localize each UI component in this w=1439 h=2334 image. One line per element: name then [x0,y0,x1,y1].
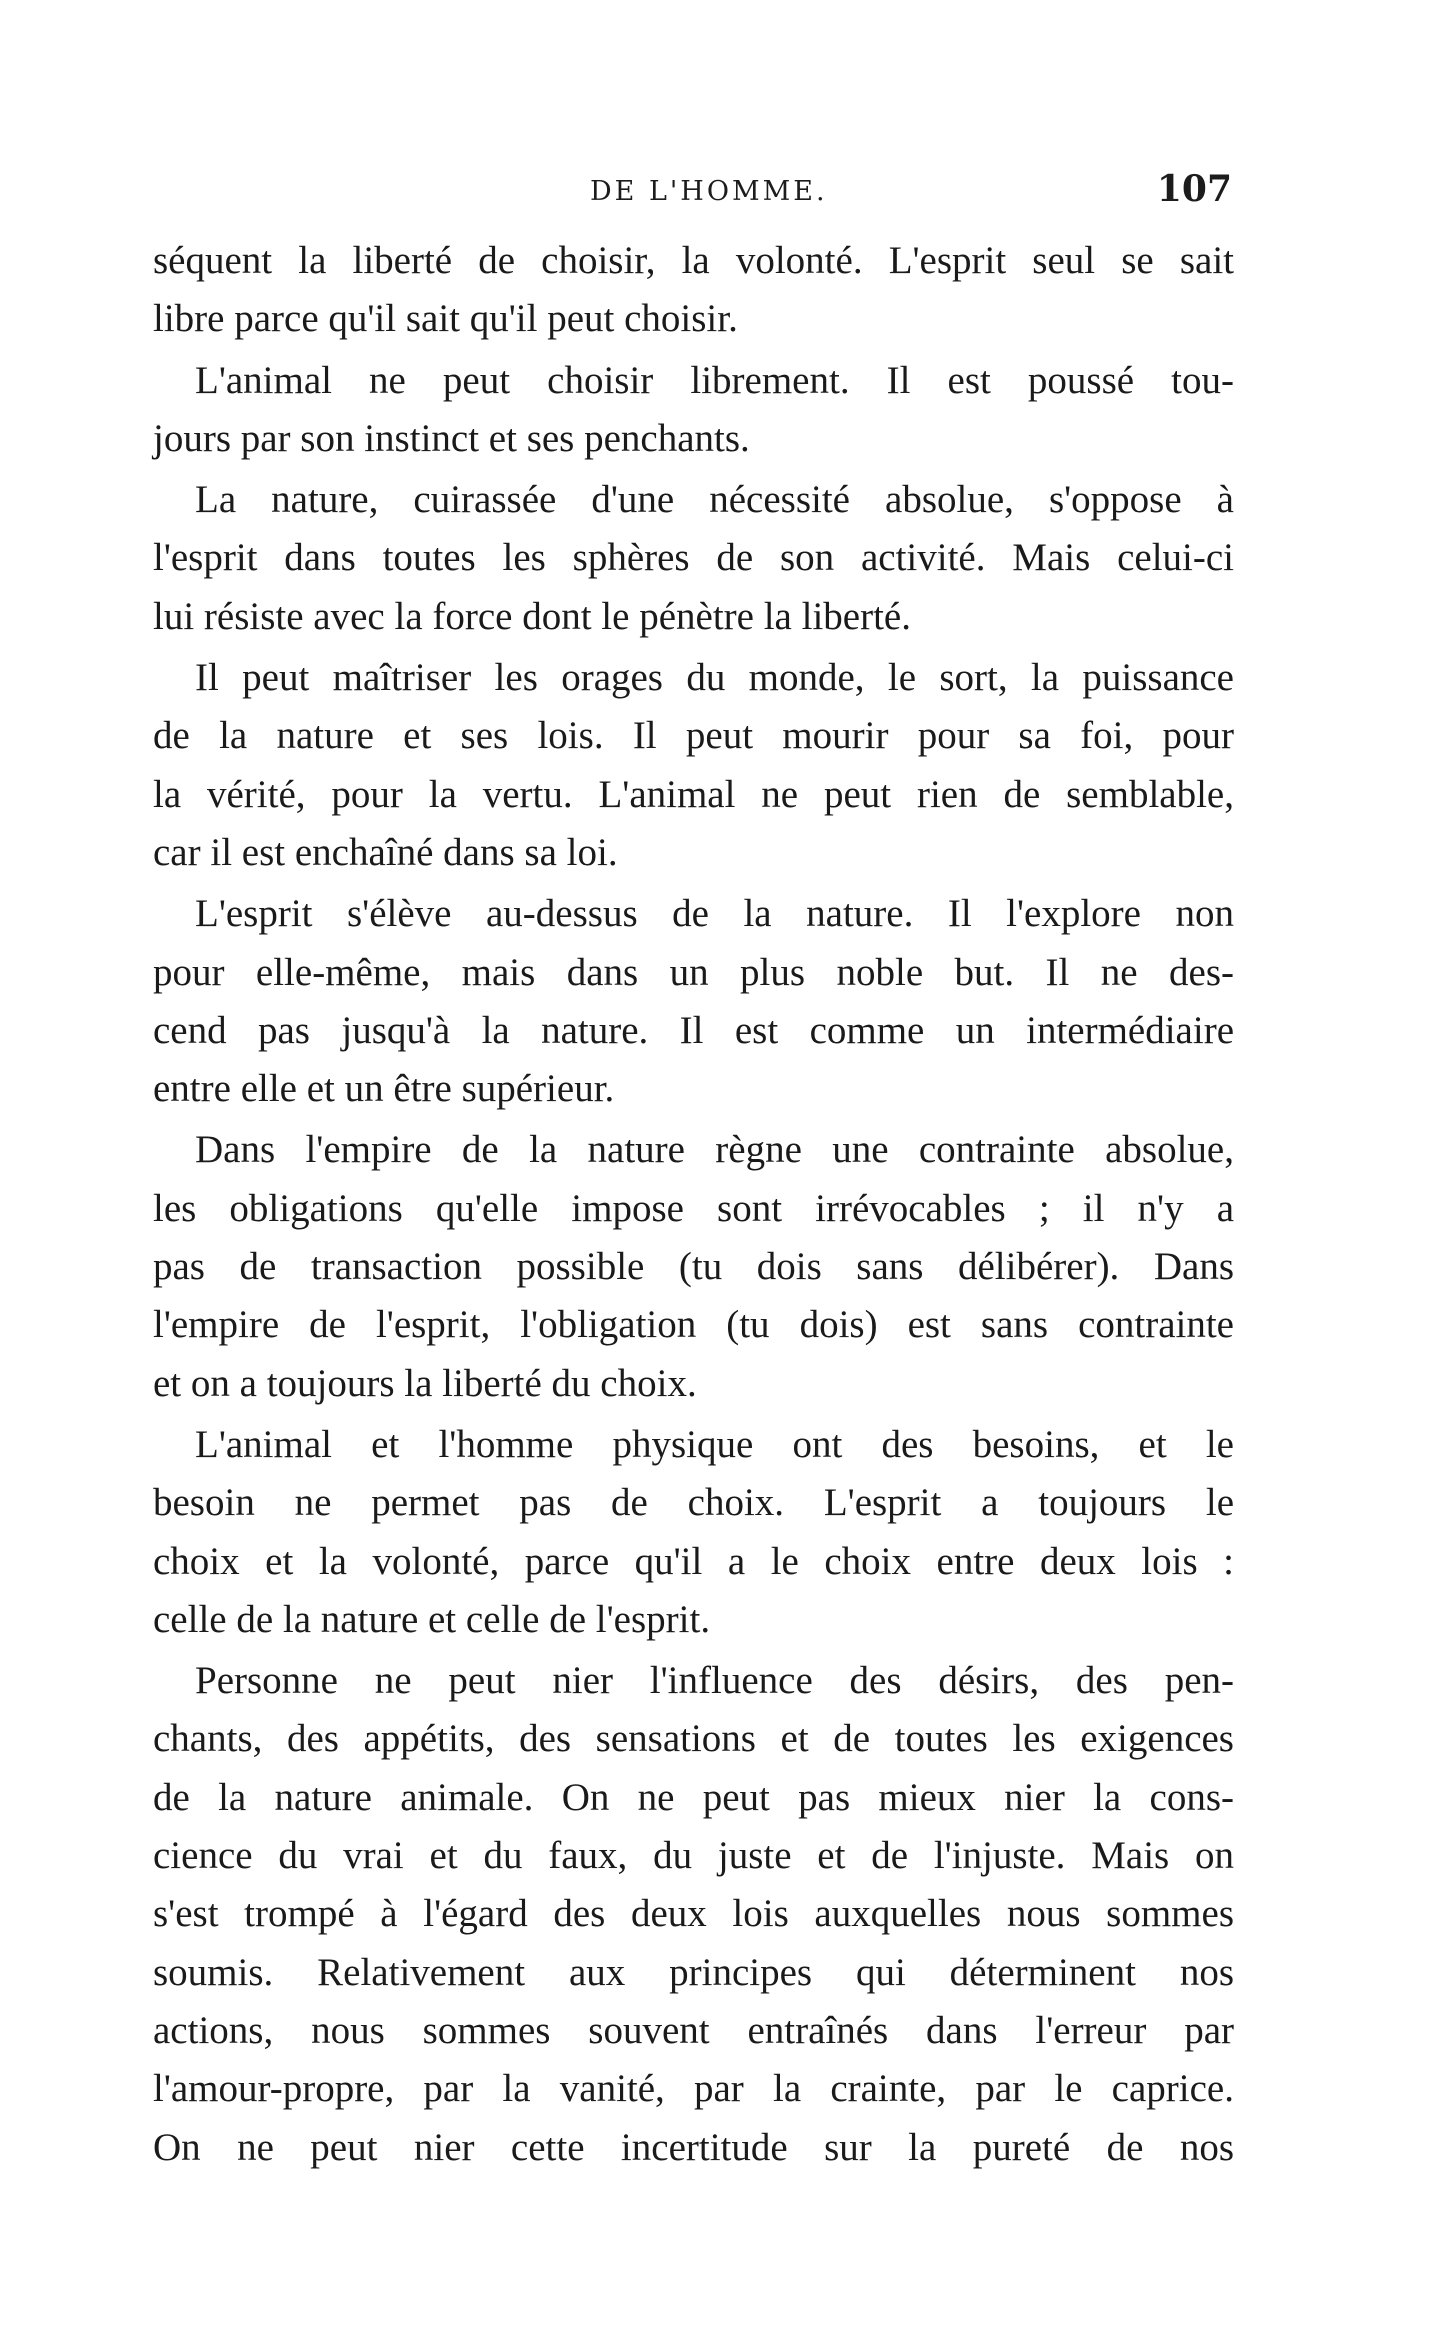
text-line: chants, des appétits, des sensations et de toutes les exigences [153,1717,1234,1761]
text-line: pas de transaction possible (tu dois sans délibérer). Dans [153,1245,1234,1289]
text-line: cience du vrai et du faux, du juste et de l'injuste. Mais on [153,1834,1234,1878]
text-line: car il est enchaîné dans sa loi. [153,830,618,874]
text-line: l'empire de l'esprit, l'obligation (tu dois) est sans contrainte [153,1303,1234,1347]
running-header [150,168,1232,220]
text-line: entre elle et un être supérieur. [153,1067,615,1111]
text-line: s'est trompé à l'égard des deux lois auxquelles nous sommes [153,1892,1234,1936]
text-line: cend pas jusqu'à la nature. Il est comme un intermédiaire [153,1008,1234,1052]
text-line: jours par son instinct et ses penchants. [153,416,750,460]
text-line: celle de la nature et celle de l'esprit. [153,1597,711,1641]
text-line: L'esprit s'élève au-dessus de la nature. Il l'explore non [195,892,1234,936]
text-line: et on a toujours la liberté du choix. [153,1361,697,1405]
text-line: besoin ne permet pas de choix. L'esprit a toujours le [153,1481,1234,1525]
text-line: la vérité, pour la vertu. L'animal ne peut rien de semblable, [153,772,1234,816]
text-line: La nature, cuirassée d'une nécessité absolue, s'oppose à [195,478,1234,522]
text-line: L'animal ne peut choisir librement. Il est poussé tou- [195,358,1234,402]
text-line: l'amour-propre, par la vanité, par la crainte, par le caprice. [153,2067,1234,2111]
text-line: L'animal et l'homme physique ont des besoins, et le [195,1422,1234,1466]
running-title: DE L'HOMME. [590,176,828,207]
text-line: actions, nous sommes souvent entraînés dans l'erreur par [153,2008,1234,2052]
text-line: Il peut maîtriser les orages du monde, le sort, la puissance [195,656,1234,700]
text-line: séquent la liberté de choisir, la volonté. L'esprit seul se sait [153,239,1234,282]
text-line: Personne ne peut nier l'influence des désirs, des pen- [195,1659,1234,1703]
text-line: de la nature et ses lois. Il peut mourir pour sa foi, pour [153,714,1234,758]
text-line: choix et la volonté, parce qu'il a le choix entre deux lois : [153,1539,1234,1583]
text-line: libre parce qu'il sait qu'il peut choisir. [153,297,738,341]
text-line: Dans l'empire de la nature règne une contrainte absolue, [195,1128,1234,1172]
text-line: lui résiste avec la force dont le pénètre la liberté. [153,594,911,638]
page-number: 107 [1156,168,1232,210]
text-line: pour elle-même, mais dans un plus noble but. Il ne des- [153,950,1234,994]
text-line: On ne peut nier cette incertitude sur la pureté de nos [153,2125,1234,2169]
text-line: de la nature animale. On ne peut pas mieux nier la cons- [153,1775,1234,1819]
text-line: l'esprit dans toutes les sphères de son activité. Mais celui-ci [153,536,1234,580]
text-line: soumis. Relativement aux principes qui déterminent nos [153,1950,1234,1994]
text-body [153,232,1234,2177]
text-line: les obligations qu'elle impose sont irrévocables ; il n'y a [153,1186,1234,1230]
